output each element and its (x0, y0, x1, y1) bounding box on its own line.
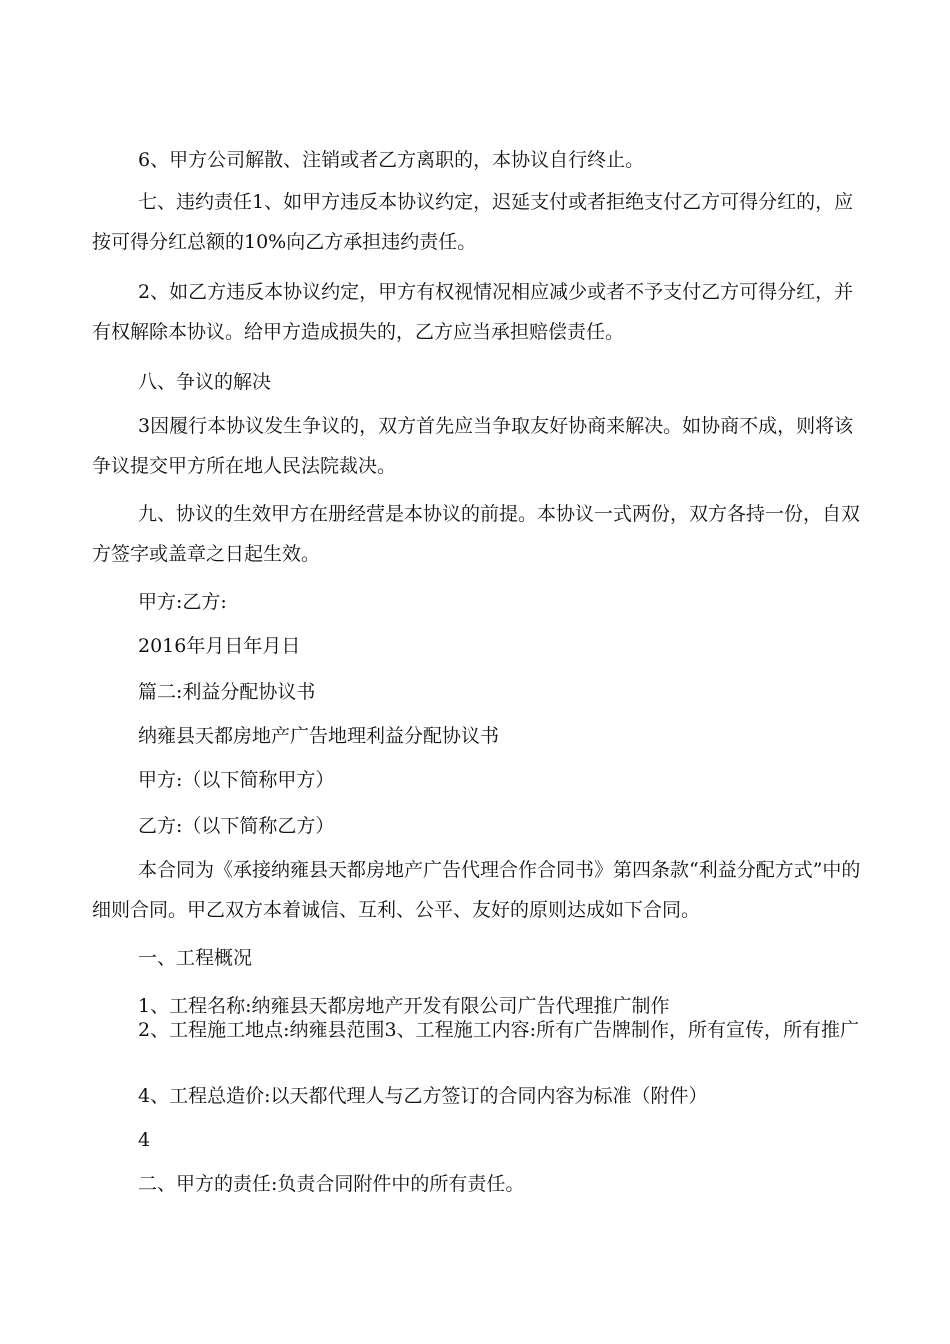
paragraph-dispute-heading: 八、争议的解决 (138, 371, 272, 393)
paragraph-party-b: 乙方:（以下简称乙方） (138, 815, 335, 837)
paragraph-termination: 6、甲方公司解散、注销或者乙方离职的，本协议自行终止。 (138, 149, 645, 171)
paragraph-project-overview: 一、工程概况 (138, 947, 253, 969)
paragraph-dispute: 3因履行本协议发生争议的，双方首先应当争取友好协商来解决。如协商不成，则将该争议提交甲方所在地人民法院裁决。 (92, 415, 854, 477)
paragraph-effective: 九、协议的生效甲方在册经营是本协议的前提。本协议一式两份，双方各持一份，自双方签字或盖章之日起生效。 (92, 503, 861, 565)
page-number-text: 4 (138, 1129, 151, 1151)
paragraph-breach-1: 七、违约责任1、如甲方违反本协议约定，迟延支付或者拒绝支付乙方可得分红的，应按可得分红总额的10%向乙方承担违约责任。 (92, 191, 854, 253)
paragraph-agreement-title: 纳雍县天都房地产广告地理利益分配协议书 (138, 725, 500, 747)
paragraph-breach-2: 2、如乙方违反本协议约定，甲方有权视情况相应减少或者不予支付乙方可得分红，并有权解除本协议。给甲方造成损失的，乙方应当承担赔偿责任。 (92, 281, 854, 343)
paragraph-project-name: 1、工程名称:纳雍县天都房地产开发有限公司广告代理推广制作 (138, 995, 670, 1017)
paragraph-contract-intro: 本合同为《承接纳雍县天都房地产广告代理合作合同书》第四条款“利益分配方式”中的细则合同。甲乙双方本着诚信、互利、公平、友好的原则达成如下合同。 (92, 859, 861, 921)
paragraph-signature-parties: 甲方:乙方: (138, 591, 227, 613)
paragraph-project-cost: 4、工程总造价:以天都代理人与乙方签订的合同内容为标准（附件） (138, 1085, 708, 1107)
paragraph-project-location: 2、工程施工地点:纳雍县范围3、工程施工内容:所有广告牌制作，所有宣传，所有推广 (138, 1019, 859, 1041)
paragraph-party-a-responsibility: 二、甲方的责任:负责合同附件中的所有责任。 (138, 1173, 525, 1195)
paragraph-part-two-title: 篇二:利益分配协议书 (138, 681, 316, 703)
paragraph-party-a: 甲方:（以下简称甲方） (138, 769, 335, 791)
paragraph-signature-date: 2016年月日年月日 (138, 635, 301, 657)
